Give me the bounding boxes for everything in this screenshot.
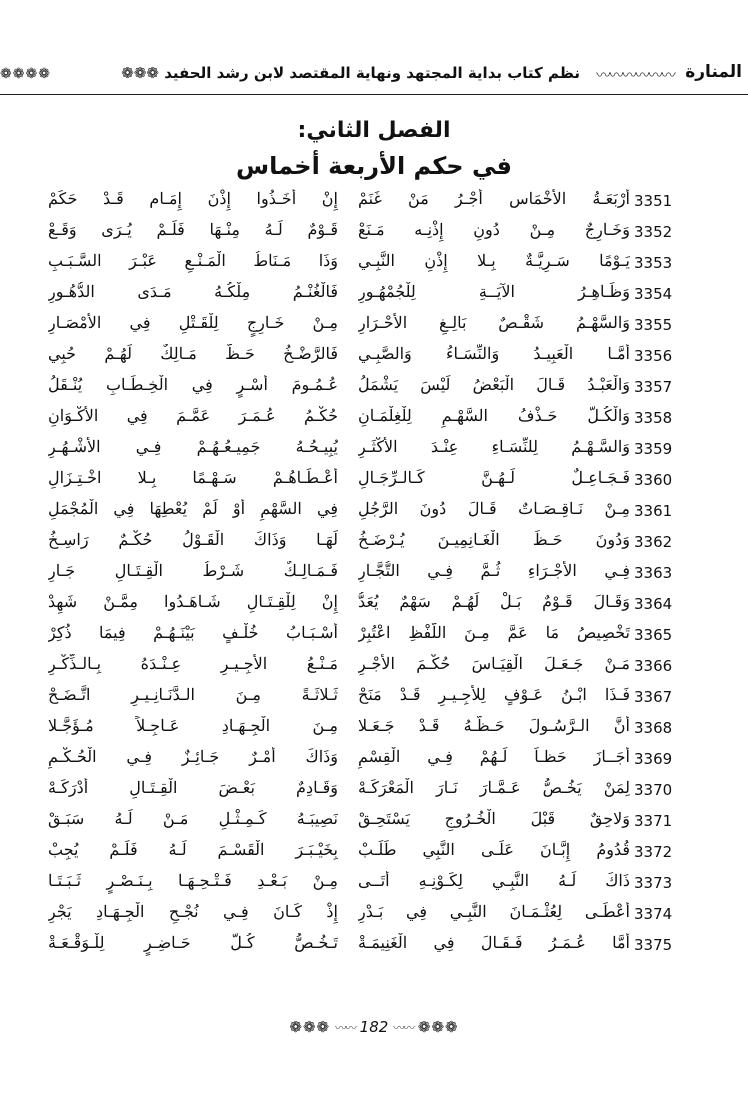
verse-row xyxy=(0,684,748,715)
verse-number: 3363 xyxy=(634,564,673,582)
verse-second-hemistich: وَذَاكَ أَمْـرٌ جَـائِـزٌ فِـي الْحُـكْـمِ xyxy=(48,747,338,766)
verse-row xyxy=(0,312,748,343)
verse-row xyxy=(0,746,748,777)
page-header xyxy=(0,58,748,95)
footer-wave-right: 〰〰 xyxy=(393,1021,414,1035)
verse-first-hemistich: فِـي الأَجْـرَاءِ ثُـمَّ فِـي التُّجَّـارِ xyxy=(358,561,630,580)
header-ornament: ❁❁❁❁ xyxy=(0,66,51,82)
verse-first-hemistich: وَخَـارِجٌ مِـنْ دُونِ إِذْنِـه مَـنَعْ xyxy=(358,220,630,239)
verse-second-hemistich: حُكْـمُ عُـمَـرَ عَمَّـمَ فِي الأَكْـوَانِ xyxy=(48,406,338,425)
verse-first-hemistich: وَالْكُـلُّ حَـذْفُ السَّهْـمِ لِلْغِلْمَـانِ xyxy=(358,406,630,425)
verse-first-hemistich: وَالْعَبْـدُ قَـالَ الْبَعْضُ لَيْسَ يَشْمَلُ xyxy=(358,375,630,394)
verse-first-hemistich: يَـوْمًا سَـرِيَّـةٌ بِـلا إِذْنِ النَّبِـي xyxy=(358,251,630,270)
verse-number: 3366 xyxy=(634,657,673,675)
verse-first-hemistich: وَقَـالَ قَـوْمٌ بَـلْ لَهُـمْ سَهْمٌ يُعَدُّ xyxy=(358,592,630,611)
verse-second-hemistich: إِنْ أَخَـذُوا إِذْنَ إِمَـام قَـدْ حَكَمْ xyxy=(48,189,338,208)
verse-row xyxy=(0,343,748,374)
header-wave-ornament: 〰〰〰〰〰〰 xyxy=(595,66,674,84)
chapter-subtitle: في حكم الأربعة أخماس xyxy=(236,152,512,180)
verse-number: 3351 xyxy=(634,192,673,210)
verse-second-hemistich: إِذْ كَـانَ فِـي نُجْـحِ الْجِـهَـادِ يَجْرِ xyxy=(48,902,338,921)
verse-row xyxy=(0,560,748,591)
verse-row xyxy=(0,591,748,622)
verse-second-hemistich: فِي السَّهْمِ أَوْ لَمْ يُعْطِهَا فِي الْمُجْمَلِ xyxy=(48,499,338,518)
verse-second-hemistich: أَسْـبَـابُ خُلْـفٍ بَيْنَـهُـمْ فِيمَا ذُكِرْ xyxy=(48,623,338,642)
verse-second-hemistich: تَـخُـصُّ كُـلَّ حَـاضِـرٍ لِلْـوَقْـعَـةْ xyxy=(48,933,338,952)
verse-row xyxy=(0,467,748,498)
verse-number: 3369 xyxy=(634,750,673,768)
verse-row xyxy=(0,405,748,436)
verse-row xyxy=(0,777,748,808)
verse-row xyxy=(0,901,748,932)
verse-number: 3359 xyxy=(634,440,673,458)
verse-first-hemistich: وَالسَّـهْـمُ لِلنِّسَـاءِ عِنْـدَ الأَكْثَـرِ xyxy=(358,437,630,456)
verse-number: 3360 xyxy=(634,471,673,489)
verse-row xyxy=(0,188,748,219)
verse-second-hemistich: لَهَـا وَذَاكَ الْقَـوْلُ حُكْـمٌ رَاسِـخُ xyxy=(48,530,338,549)
verse-first-hemistich: مِـنْ نَـاقِـصَـاتٌ قَـالَ دُونَ الرَّجُلِ xyxy=(358,499,630,518)
verse-second-hemistich: مِـنْ بَـعْـدِ فَـتْـحِـهَـا بِـنَـصْـرٍ ثَـبَـتَـا xyxy=(48,871,338,890)
verse-number: 3354 xyxy=(634,285,673,303)
verse-number: 3353 xyxy=(634,254,673,272)
verse-first-hemistich: أَعْطَـى لِعُثْـمَـانَ النَّبِـي فِي بَـدْرِ xyxy=(358,902,630,921)
verse-second-hemistich: فَالرَّضْـخُ حَـظٌّ مَـالِكٌ لَهُـمْ حُبِي xyxy=(48,344,338,363)
footer-ornament-right: ❁❁❁ xyxy=(417,1018,459,1036)
verse-number: 3370 xyxy=(634,781,673,799)
verse-first-hemistich: وَالسَّهْـمُ شَقْـصٌ بَالِـغِ الأَحْـرَارِ xyxy=(358,313,630,332)
verse-list xyxy=(0,188,748,963)
verse-first-hemistich: فَـجَـاعِـلٌ لَـهُـنَّ كَـالـرِّجَـالِ xyxy=(358,468,630,487)
verse-row xyxy=(0,932,748,963)
book-title: نظم كتاب بداية المجتهد ونهاية المقتصد لابن رشد الحفيد ❁❁❁ xyxy=(121,64,580,82)
verse-number: 3361 xyxy=(634,502,673,520)
verse-second-hemistich: عُـمُـومَ أَسْـرٍ فِي الْخِـطَـابِ يُنْـقَلُ xyxy=(48,375,338,394)
verse-first-hemistich: وَلاحِقٌ قَبْلَ الْخُـرُوجِ يَسْتَحِـقْ xyxy=(358,809,630,828)
verse-first-hemistich: وَظَـاهِـرُ الآيَــةِ لِلْجُمْهُـورِ xyxy=(358,282,630,301)
verse-second-hemistich: فَالْغُنْـمُ مِلْكُـهُ مَـدَى الدُّهُـورِ xyxy=(48,282,338,301)
footer-wave-left: 〰〰 xyxy=(334,1021,355,1035)
verse-second-hemistich: وَقَـادِمٌ بَعْـضَ الْقِـتَـالِ أَدْرَكَـهْ xyxy=(48,778,338,797)
verse-first-hemistich: مَـنْ جَـعَـلَ الْقِيَـاسَ حُكْـمَ الأَجْـرِ xyxy=(358,654,630,673)
verse-first-hemistich: أَمَّـا الْعَبِيـدُ وَالنِّسَـاءُ وَالصَّبِـي xyxy=(358,344,630,363)
verse-first-hemistich: تَخْصِيصُ مَا عَمَّ مِـنَ اللَّفْظِ اعْتُبِرْ xyxy=(358,623,630,642)
verse-first-hemistich: لِمَنْ يَخُـصُّ عَـمَّـارَ نَـارَ الْمَعْرَكَـهْ xyxy=(358,778,630,797)
verse-row xyxy=(0,715,748,746)
footer-ornament-left: ❁❁❁ xyxy=(289,1018,331,1036)
verse-first-hemistich: أَمَّا عُـمَـرُ فَـقَـالَ فِي الْغَنِيمَـةْ xyxy=(358,933,630,952)
section-heading xyxy=(0,114,748,184)
verse-number: 3362 xyxy=(634,533,673,551)
verse-number: 3374 xyxy=(634,905,673,923)
verse-row xyxy=(0,436,748,467)
verse-first-hemistich: فَـذَا ابْـنُ عَـوْفٍ لِلأَجِـيـرِ قَـدْ مَنَحْ xyxy=(358,685,630,704)
verse-number: 3372 xyxy=(634,843,673,861)
verse-second-hemistich: مِـنَ الْجِـهَـادِ عَـاجِـلاً مُـؤَجَّـلا xyxy=(48,716,338,735)
verse-number: 3365 xyxy=(634,626,673,644)
verse-second-hemistich: أَعْـطَـاهُـمْ سَـهْـمًا بِـلا اخْـتِـزَالِ xyxy=(48,468,338,487)
verse-row xyxy=(0,374,748,405)
verse-row xyxy=(0,870,748,901)
verse-first-hemistich: قُدُومُ إِبَّـانَ عَلَـى النَّبِي طَلَـبْ xyxy=(358,840,630,859)
chapter-title: الفصل الثاني: xyxy=(297,118,451,143)
page-number: 182 xyxy=(359,1018,389,1036)
verse-second-hemistich: إِنْ لِلْقِـتَـالِ شَـاهَـدُوا مِمَّـنْ شَهِدْ xyxy=(48,592,338,611)
verse-number: 3375 xyxy=(634,936,673,954)
verse-first-hemistich: وَدُونَ حَـظِّ الْغَـانِمِيـنَ يُـرْضَـخُ xyxy=(358,530,630,549)
verse-number: 3355 xyxy=(634,316,673,334)
verse-row xyxy=(0,622,748,653)
verse-row xyxy=(0,529,748,560)
verse-number: 3371 xyxy=(634,812,673,830)
verse-first-hemistich: أَنَّ الـرَّسُـولَ حَـظَّـهُ قَـدْ جَـعَـلا xyxy=(358,716,630,735)
verse-row xyxy=(0,653,748,684)
verse-number: 3358 xyxy=(634,409,673,427)
verse-second-hemistich: وَذَا مَـنَاطُ الْمَـنْـعِ عَبْـرَ السَّـبَـبِ xyxy=(48,251,338,270)
verse-second-hemistich: مَـنْـعُ الأَجِـيـرِ عِـنْـدَهُ بِـالـذِّكْـرِ xyxy=(48,654,338,673)
verse-row xyxy=(0,839,748,870)
verse-number: 3356 xyxy=(634,347,673,365)
verse-row xyxy=(0,498,748,529)
verse-second-hemistich: قَـوْمٌ لَـهُ مِنْـهَا فَلَـمْ يُـرَى وَقَـعْ xyxy=(48,220,338,239)
verse-number: 3367 xyxy=(634,688,673,706)
verse-number: 3368 xyxy=(634,719,673,737)
verse-second-hemistich: يُبِيـحُـهُ جَمِيـعُـهُـمْ فِـي الأَشْـهُـرِ xyxy=(48,437,338,456)
verse-second-hemistich: فَـمَـالِـكٌ شَـرْطُ الْقِـتَـالِ جَـارِ xyxy=(48,561,338,580)
verse-second-hemistich: ثَـلاثَـةً مِـنَ الـدَّنَـانِـيـرِ اتَّـضَـحْ xyxy=(48,685,338,704)
verse-row xyxy=(0,219,748,250)
verse-row xyxy=(0,281,748,312)
verse-number: 3373 xyxy=(634,874,673,892)
journal-name: المنارة xyxy=(685,62,742,82)
verse-second-hemistich: بِخَيْـبَـرَ الْقَسْـمَ لَـهُ فَلَـمْ يُجِبْ xyxy=(48,840,338,859)
page-footer xyxy=(0,1018,748,1036)
verse-first-hemistich: أَرْبَعَـةُ الأَخْمَاس أَجْـرُ مَنْ غَنَمْ xyxy=(358,189,630,208)
verse-second-hemistich: مِـنْ خَـارِجٍ لِلْقَـتْلِ فِي الأَمْصَـارِ xyxy=(48,313,338,332)
verse-number: 3352 xyxy=(634,223,673,241)
verse-number: 3364 xyxy=(634,595,673,613)
verse-row xyxy=(0,250,748,281)
verse-row xyxy=(0,808,748,839)
verse-first-hemistich: أَجَــازَ حَظـاً لَـهُمْ فِـي الْقِسْمِ xyxy=(358,747,630,766)
verse-number: 3357 xyxy=(634,378,673,396)
verse-first-hemistich: ذَاكَ لَـهُ النَّبِـي لِكَـوْنِـهِ أَتَــى xyxy=(358,871,630,890)
verse-second-hemistich: نَصِيبَـهُ كَـمِـثْـلِ مَـنْ لَـهُ سَبَـقْ xyxy=(48,809,338,828)
